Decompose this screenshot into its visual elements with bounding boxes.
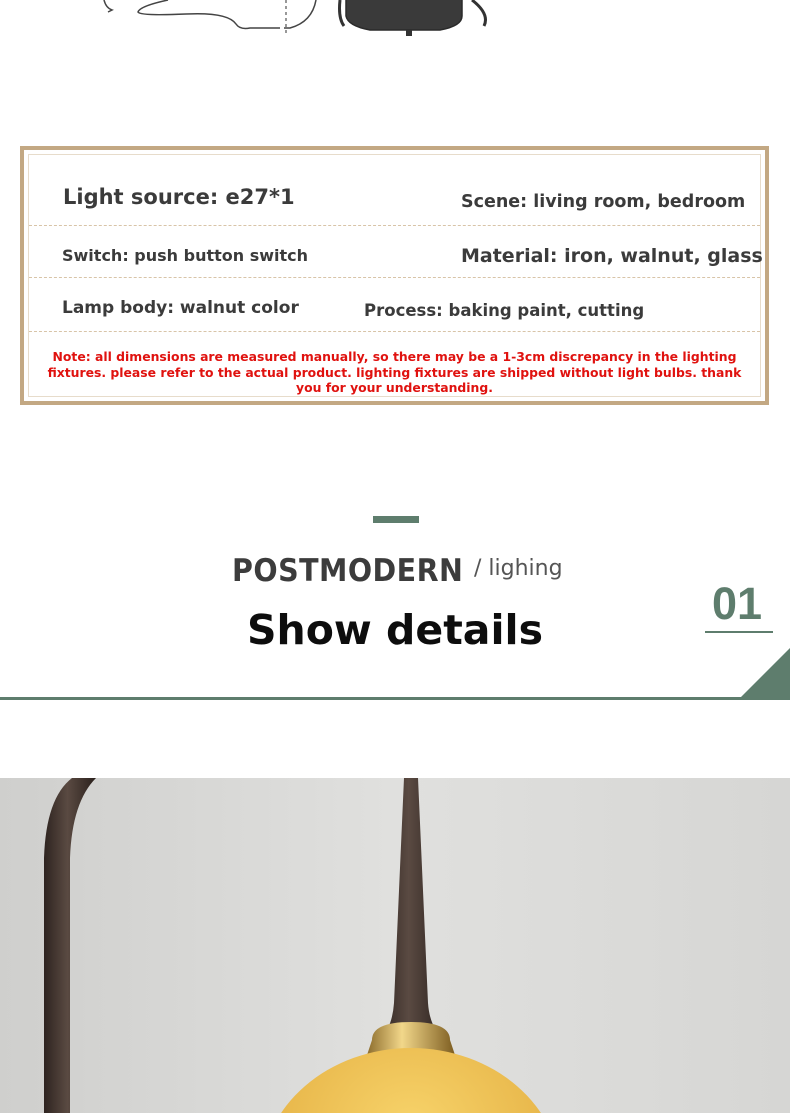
number-underline bbox=[705, 631, 773, 633]
row-divider bbox=[29, 277, 760, 278]
spec-table-inner bbox=[28, 154, 761, 397]
brand-subtitle: / lighing bbox=[474, 556, 563, 581]
lamp-base-drawing bbox=[340, 0, 486, 36]
spec-process: Process: baking paint, cutting bbox=[364, 301, 645, 320]
section-title: Show details bbox=[247, 606, 543, 654]
spec-light-source: Light source: e27*1 bbox=[63, 185, 295, 209]
brand-title: POSTMODERN bbox=[232, 553, 464, 589]
spec-switch: Switch: push button switch bbox=[62, 246, 309, 265]
spec-lamp-body: Lamp body: walnut color bbox=[62, 298, 299, 318]
spec-table bbox=[20, 146, 769, 405]
spec-material: Material: iron, walnut, glass bbox=[461, 245, 763, 267]
section-divider bbox=[0, 697, 790, 700]
row-divider bbox=[29, 225, 760, 226]
disclaimer-note: Note: all dimensions are measured manually, so there may be a 1-3cm discrepancy in the lighting fixtures. please refer to the actual product. lighting fixtures are shipped without light bulbs. thank you for your understanding. bbox=[47, 349, 742, 396]
lamp-detail-photo bbox=[0, 778, 790, 1113]
spec-scene: Scene: living room, bedroom bbox=[461, 192, 746, 212]
lamp-dimension-drawing bbox=[0, 0, 790, 60]
corner-triangle-icon bbox=[738, 648, 790, 700]
row-divider bbox=[29, 331, 760, 332]
accent-bar bbox=[373, 516, 419, 523]
section-number: 01 bbox=[712, 578, 763, 629]
